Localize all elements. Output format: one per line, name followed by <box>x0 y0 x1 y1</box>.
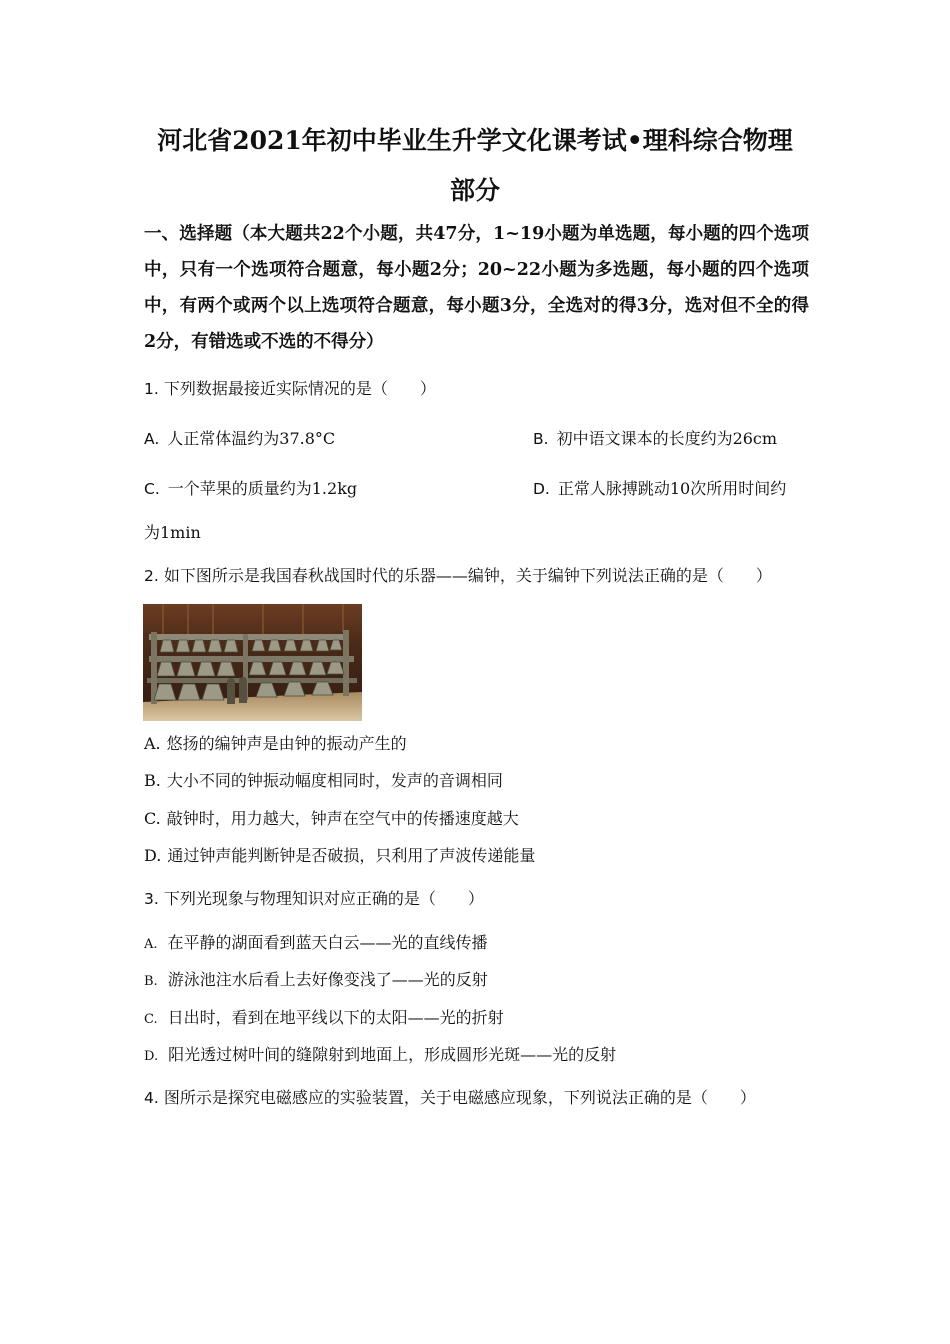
question-3-option-a <box>144 932 488 956</box>
question-2-option-c <box>144 808 519 830</box>
question-1-stem <box>144 378 436 400</box>
option-letter: B. <box>533 430 549 448</box>
option-letter: C. <box>144 480 160 498</box>
option-text: 日出时，看到在地平线以下的太阳——光的折射 <box>167 1008 504 1027</box>
question-3-option-c <box>144 1007 504 1031</box>
question-text: 如下图所示是我国春秋战国时代的乐器——编钟，关于编钟下列说法正确的是（ ） <box>163 566 772 585</box>
question-number: 3. <box>144 890 159 908</box>
option-letter: A. <box>144 937 158 952</box>
option-letter: C. <box>144 1012 158 1027</box>
option-letter: D. <box>144 1049 159 1064</box>
option-letter: A. <box>144 430 160 448</box>
question-1-option-a <box>144 428 335 450</box>
option-text: 正常人脉搏跳动10次所用时间约 <box>557 479 787 498</box>
option-text: 通过钟声能判断钟是否破损，只利用了声波传递能量 <box>167 846 536 865</box>
option-text: 一个苹果的质量约为1.2kg <box>167 479 358 498</box>
option-letter: C. <box>144 809 161 828</box>
question-number: 4. <box>144 1089 159 1107</box>
question-2-option-b <box>144 770 503 792</box>
page-title-line-2: 部分 <box>449 176 500 205</box>
option-letter: D. <box>144 846 162 865</box>
option-letter: D. <box>533 480 550 498</box>
question-2-stem <box>144 565 772 587</box>
question-1-option-c <box>144 478 357 500</box>
option-letter: B. <box>144 974 158 989</box>
option-letter: A. <box>144 734 161 753</box>
option-text: 敲钟时，用力越大，钟声在空气中的传播速度越大 <box>166 809 519 828</box>
option-text: 阳光透过树叶间的缝隙射到地面上，形成圆形光斑——光的反射 <box>168 1045 617 1064</box>
option-text: 在平静的湖面看到蓝天白云——光的直线传播 <box>167 933 488 952</box>
question-2-option-d <box>144 845 535 867</box>
question-2-option-a <box>144 733 407 755</box>
question-text: 图所示是探究电磁感应的实验装置，关于电磁感应现象，下列说法正确的是（ ） <box>163 1088 756 1107</box>
question-text: 下列数据最接近实际情况的是（ ） <box>163 379 436 398</box>
question-number: 2. <box>144 567 159 585</box>
option-text: 游泳池注水后看上去好像变浅了——光的反射 <box>167 970 488 989</box>
question-1-option-d <box>533 478 786 500</box>
option-text: 悠扬的编钟声是由钟的振动产生的 <box>166 734 407 753</box>
section-heading: 一、选择题（本大题共22个小题，共47分，1~19小题为单选题，每小题的四个选项中，只有一个选项符合题意，每小题2分；20~22小题为多选题，每小题的四个选项中，有两个或两个以上选项符合题意，每小题3分，全选对的得3分，选对但不全的得2分，有错选或不选的不得分） <box>144 224 809 352</box>
option-text: 初中语文课本的长度约为26cm <box>556 429 778 448</box>
option-text: 大小不同的钟振动幅度相同时，发声的音调相同 <box>166 771 503 790</box>
question-3-option-d <box>144 1044 616 1068</box>
question-3-option-b <box>144 969 488 993</box>
question-number: 1. <box>144 380 159 398</box>
page-title-line-1: 河北省2021年初中毕业生升学文化课考试•理科综合物理 <box>157 126 793 155</box>
question-4-stem <box>144 1087 756 1109</box>
question-1-option-d-continuation: 为1min <box>144 523 201 542</box>
bianzhong-image <box>143 604 362 721</box>
option-letter: B. <box>144 771 161 790</box>
option-text: 人正常体温约为37.8°C <box>167 429 336 448</box>
bianzhong-photo <box>143 604 362 721</box>
question-3-stem <box>144 888 484 910</box>
question-text: 下列光现象与物理知识对应正确的是（ ） <box>163 889 484 908</box>
question-1-option-b <box>533 428 777 450</box>
